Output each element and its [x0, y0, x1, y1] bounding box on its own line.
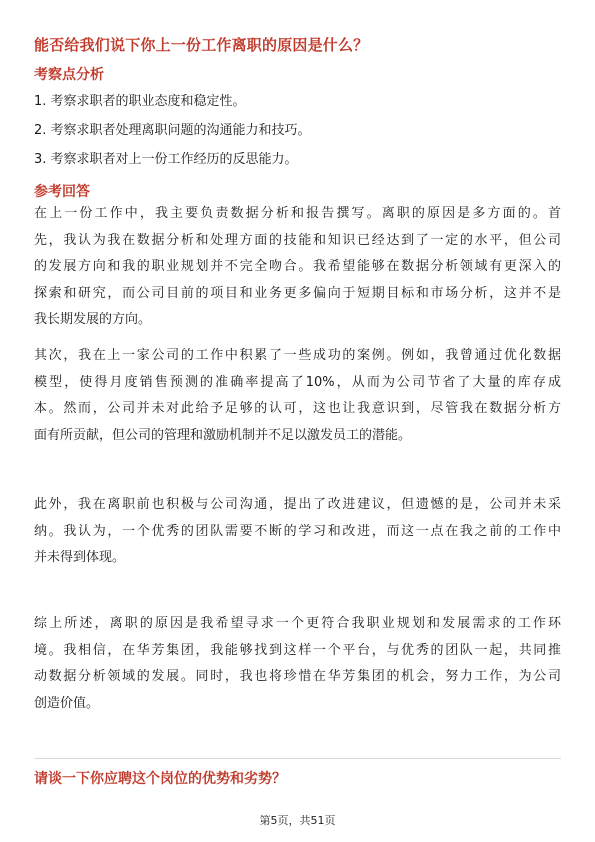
- paragraph-line: 综上所述，离职的原因是我希望寻求一个更符合我职业规划和发展需求的工作环: [34, 616, 561, 631]
- paragraph-line: 我长期发展的方向。: [34, 312, 152, 327]
- answer-heading: 参考回答: [34, 184, 90, 200]
- answer-paragraph-1: [34, 201, 561, 334]
- paragraph-line: 先，我认为我在数据分析和处理方面的技能和知识已经达到了一定的水平，但公司: [34, 232, 561, 248]
- paragraph-line: 在上一份工作中，我主要负责数据分析和报告撰写。离职的原因是多方面的。首: [34, 206, 561, 221]
- paragraph-line: 创造价值。: [34, 695, 100, 711]
- section-divider: [34, 758, 561, 759]
- paragraph-line: 的发展方向和我的职业规划并不完全吻合。我希望能够在数据分析领域有更深入的: [34, 259, 561, 274]
- analysis-item-2: 2. 考察求职者处理离职问题的沟通能力和技巧。: [34, 123, 311, 138]
- paragraph-line: 动数据分析领域的发展。同时，我也将珍惜在华芳集团的机会，努力工作，为公司: [34, 669, 561, 684]
- paragraph-line: 并未得到体现。: [34, 550, 126, 565]
- paragraph-line: 面有所贡献，但公司的管理和激励机制并不足以激发员工的潜能。: [34, 427, 412, 443]
- paragraph-line: 此外，我在离职前也积极与公司沟通，提出了改进建议，但遗憾的是，公司并未采: [34, 497, 561, 512]
- paragraph-line: 纳。我认为，一个优秀的团队需要不断的学习和改进，而这一点在我之前的工作中: [34, 523, 561, 539]
- answer-paragraph-3: [34, 492, 561, 572]
- question-title: 能否给我们说下你上一份工作离职的原因是什么？: [34, 36, 369, 54]
- paragraph-line: 模型，使得月度销售预测的准确率提高了10%，从而为公司节省了大量的库存成: [34, 374, 561, 390]
- next-question-title: 请谈一下你应聘这个岗位的优势和劣势？: [34, 771, 286, 787]
- paragraph-line: 境。我相信，在华芳集团，我能够找到这样一个平台，与优秀的团队一起，共同推: [34, 642, 561, 658]
- analysis-item-1: 1. 考察求职者的职业态度和稳定性。: [34, 94, 246, 109]
- paragraph-line: 其次，我在上一家公司的工作中积累了一些成功的案例。例如，我曾通过优化数据: [34, 348, 561, 363]
- answer-paragraph-4: [34, 611, 561, 717]
- analysis-item-3: 3. 考察求职者对上一份工作经历的反思能力。: [34, 152, 298, 167]
- paragraph-line: 本。然而，公司并未对此给予足够的认可，这也让我意识到，尽管我在数据分析方: [34, 401, 561, 416]
- answer-paragraph-2: [34, 343, 561, 449]
- analysis-heading: 考察点分析: [34, 67, 104, 83]
- paragraph-line: 探索和研究，而公司目前的项目和业务更多偏向于短期目标和市场分析，这并不是: [34, 285, 561, 301]
- page-footer: 第5页，共51页: [259, 814, 336, 827]
